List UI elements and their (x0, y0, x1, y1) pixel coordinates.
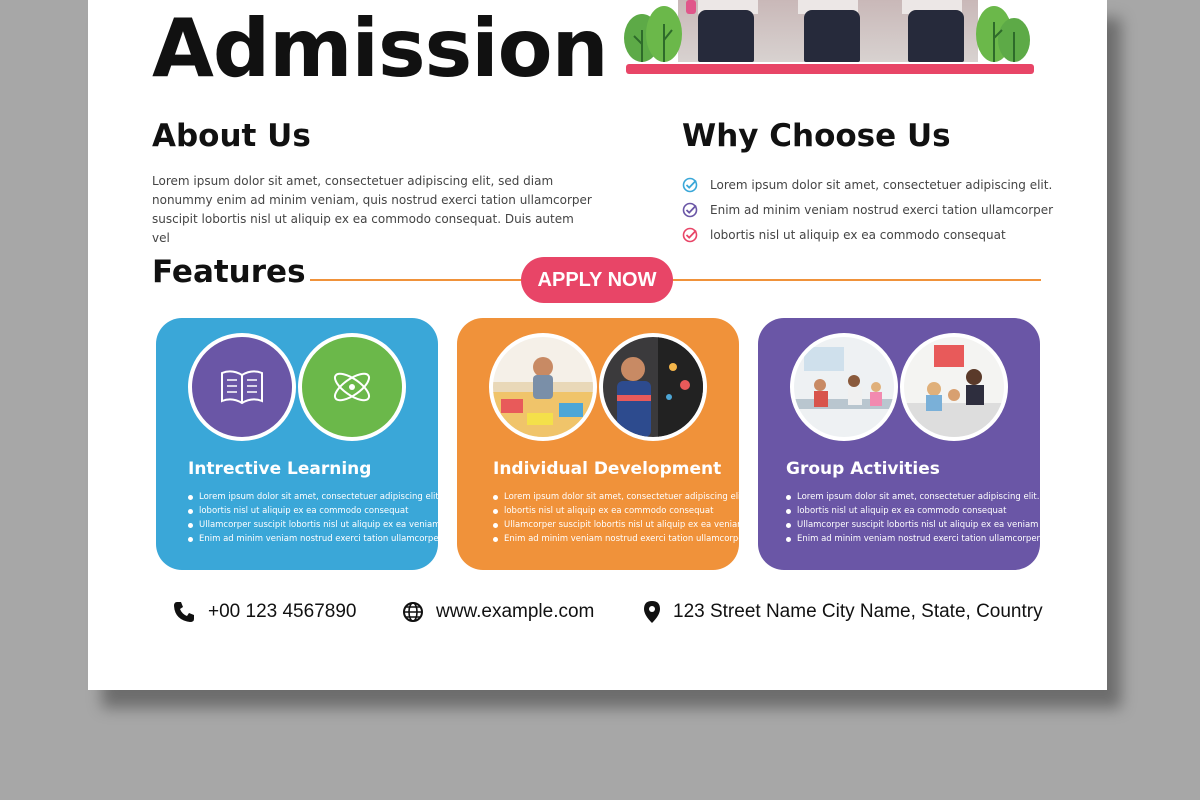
why-item-text: lobortis nisl ut aliquip ex ea commodo consequat (710, 227, 1006, 242)
website-link[interactable]: www.example.com (436, 601, 595, 622)
check-icon (682, 202, 698, 218)
group-study-photo (900, 333, 1008, 441)
bush-left-icon (622, 0, 686, 66)
card-bullet: Ullamcorper suscipit lobortis nisl ut aliquip ex ea veniam (188, 518, 442, 532)
hero-photo (622, 0, 1034, 76)
why-item (682, 222, 1053, 247)
card-title: Intrective Learning (188, 459, 372, 479)
card-bullet: lobortis nisl ut aliquip ex ea commodo consequat (188, 504, 442, 518)
feature-card-group (758, 318, 1040, 570)
classroom-photo (790, 333, 898, 441)
apply-now-button[interactable]: APPLY NOW (521, 257, 673, 303)
phone-number: +00 123 4567890 (208, 601, 357, 622)
why-item (682, 172, 1053, 197)
why-heading: Why Choose Us (682, 118, 951, 154)
flyer-title: Admission (152, 2, 608, 95)
atom-icon (298, 333, 406, 441)
book-icon (188, 333, 296, 441)
flyer-sheet (88, 0, 1107, 690)
why-item-text: Lorem ipsum dolor sit amet, consectetuer adipiscing elit. (710, 177, 1053, 192)
card-bullet: Lorem ipsum dolor sit amet, consectetuer adipiscing elit. (493, 490, 747, 504)
card-bullet: Enim ad minim veniam nostrud exerci tation ullamcorper (786, 532, 1040, 546)
features-heading: Features (152, 254, 306, 290)
card-title: Group Activities (786, 459, 940, 479)
bush-right-icon (974, 0, 1032, 66)
card-bullets (786, 490, 1040, 546)
features-divider (310, 279, 1041, 281)
location-pin-icon (643, 600, 661, 624)
card-bullets (188, 490, 442, 546)
check-icon (682, 177, 698, 193)
card-bullet: Enim ad minim veniam nostrud exerci tation ullamcorper (188, 532, 442, 546)
hero-ground-bar (626, 64, 1034, 74)
why-item (682, 197, 1053, 222)
contact-phone (172, 598, 356, 626)
globe-icon (402, 601, 424, 623)
why-item-text: Enim ad minim veniam nostrud exerci tation ullamcorper (710, 202, 1054, 217)
about-heading: About Us (152, 118, 311, 154)
child-science-photo (599, 333, 707, 441)
about-text: Lorem ipsum dolor sit amet, consectetuer adipiscing elit, sed diam nonummy enim ad minim veniam, quis nostrud exerci tation ullamcorper suscipit lobortis nisl ut aliquip ex ea commodo consequat. Duis autem vel (152, 174, 592, 245)
students-photo (678, 0, 978, 62)
card-bullet: Lorem ipsum dolor sit amet, consectetuer adipiscing elit. (188, 490, 442, 504)
feature-card-learning (156, 318, 443, 570)
phone-icon (172, 600, 196, 624)
card-bullet: lobortis nisl ut aliquip ex ea commodo consequat (493, 504, 747, 518)
why-list (682, 172, 1053, 247)
card-bullet: Ullamcorper suscipit lobortis nisl ut aliquip ex ea veniam (786, 518, 1040, 532)
card-bullet: Lorem ipsum dolor sit amet, consectetuer adipiscing elit. (786, 490, 1040, 504)
card-bullet: Ullamcorper suscipit lobortis nisl ut aliquip ex ea veniam (493, 518, 747, 532)
check-icon (682, 227, 698, 243)
card-bullet: Enim ad minim veniam nostrud exerci tation ullamcorper (493, 532, 747, 546)
child-playing-photo (489, 333, 597, 441)
contact-website (402, 598, 594, 626)
address-text: 123 Street Name City Name, State, Country (673, 601, 1043, 622)
feature-card-development (457, 318, 748, 570)
card-title: Individual Development (493, 459, 722, 479)
card-bullet: lobortis nisl ut aliquip ex ea commodo consequat (786, 504, 1040, 518)
card-bullets (493, 490, 747, 546)
contact-address (643, 598, 1043, 626)
